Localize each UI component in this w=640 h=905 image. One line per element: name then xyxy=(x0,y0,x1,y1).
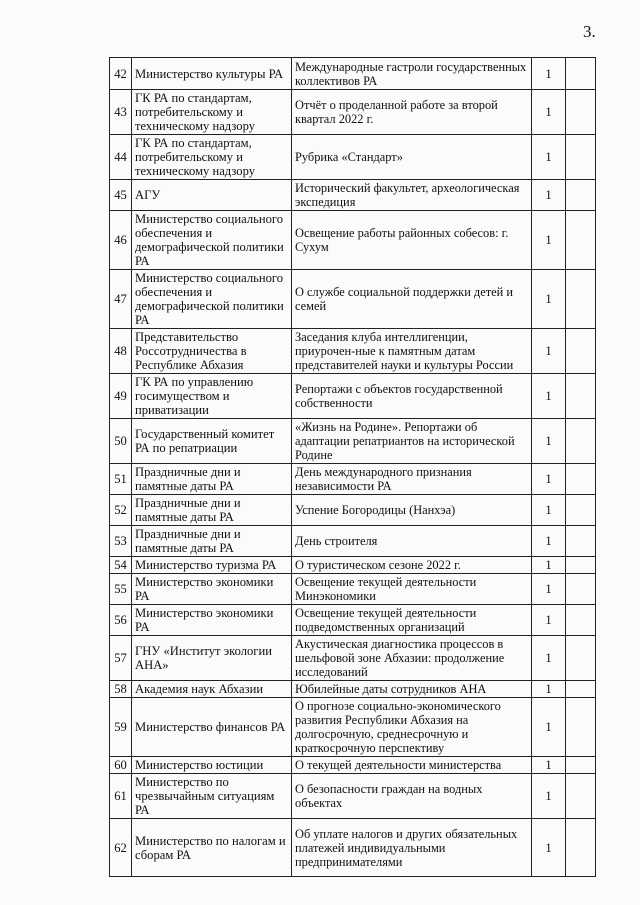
row-number-cell: 42 xyxy=(110,58,132,90)
quantity-cell: 1 xyxy=(532,557,566,574)
table-row xyxy=(110,270,596,329)
table-row xyxy=(110,329,596,374)
mark-cell xyxy=(566,135,596,180)
row-number-cell: 53 xyxy=(110,526,132,557)
table-row xyxy=(110,574,596,605)
row-number-cell: 47 xyxy=(110,270,132,329)
topic-cell: Заседания клуба интеллигенции, приурочен-ные к памятным датам представителей науки и культуры России xyxy=(292,329,532,374)
quantity-cell: 1 xyxy=(532,211,566,270)
row-number-cell: 61 xyxy=(110,774,132,819)
quantity-cell: 1 xyxy=(532,329,566,374)
mark-cell xyxy=(566,526,596,557)
quantity-cell: 1 xyxy=(532,58,566,90)
quantity-cell: 1 xyxy=(532,526,566,557)
table-row xyxy=(110,681,596,698)
topic-cell: О службе социальной поддержки детей и семей xyxy=(292,270,532,329)
organization-cell: ГК РА по стандартам, потребительскому и техническому надзору xyxy=(132,135,292,180)
row-number-cell: 59 xyxy=(110,698,132,757)
quantity-cell: 1 xyxy=(532,774,566,819)
row-number-cell: 45 xyxy=(110,180,132,211)
mark-cell xyxy=(566,636,596,681)
topic-cell: Юбилейные даты сотрудников АНА xyxy=(292,681,532,698)
quantity-cell: 1 xyxy=(532,574,566,605)
organization-cell: Академия наук Абхазии xyxy=(132,681,292,698)
row-number-cell: 50 xyxy=(110,419,132,464)
table-row xyxy=(110,557,596,574)
table-row xyxy=(110,464,596,495)
table-row xyxy=(110,90,596,135)
row-number-cell: 56 xyxy=(110,605,132,636)
topic-cell: О прогнозе социально-экономического развития Республики Абхазия на долгосрочную, среднесрочную и краткосрочную перспективу xyxy=(292,698,532,757)
topic-cell: Исторический факультет, археологическая экспедиция xyxy=(292,180,532,211)
topic-cell: Репортажи с объектов государственной собственности xyxy=(292,374,532,419)
quantity-cell: 1 xyxy=(532,605,566,636)
row-number-cell: 52 xyxy=(110,495,132,526)
mark-cell xyxy=(566,605,596,636)
table-row xyxy=(110,636,596,681)
organization-cell: Праздничные дни и памятные даты РА xyxy=(132,464,292,495)
table-row xyxy=(110,374,596,419)
mark-cell xyxy=(566,574,596,605)
mark-cell xyxy=(566,495,596,526)
mark-cell xyxy=(566,757,596,774)
quantity-cell: 1 xyxy=(532,698,566,757)
organization-cell: Министерство социального обеспечения и демографической политики РА xyxy=(132,270,292,329)
organization-cell: Министерство экономики РА xyxy=(132,574,292,605)
table-row xyxy=(110,135,596,180)
topic-cell: О безопасности граждан на водных объектах xyxy=(292,774,532,819)
mark-cell xyxy=(566,211,596,270)
mark-cell xyxy=(566,557,596,574)
quantity-cell: 1 xyxy=(532,757,566,774)
topic-cell: Международные гастроли государственных коллективов РА xyxy=(292,58,532,90)
quantity-cell: 1 xyxy=(532,681,566,698)
topic-cell: Отчёт о проделанной работе за второй квартал 2022 г. xyxy=(292,90,532,135)
topic-cell: Освещение текущей деятельности Минэкономики xyxy=(292,574,532,605)
quantity-cell: 1 xyxy=(532,135,566,180)
organization-cell: Праздничные дни и памятные даты РА xyxy=(132,495,292,526)
row-number-cell: 60 xyxy=(110,757,132,774)
organization-cell: Министерство финансов РА xyxy=(132,698,292,757)
organization-cell: АГУ xyxy=(132,180,292,211)
organization-cell: ГНУ «Институт экологии АНА» xyxy=(132,636,292,681)
organization-cell: ГК РА по стандартам, потребительскому и техническому надзору xyxy=(132,90,292,135)
table-row xyxy=(110,698,596,757)
organization-cell: Министерство культуры РА xyxy=(132,58,292,90)
table-row xyxy=(110,774,596,819)
row-number-cell: 57 xyxy=(110,636,132,681)
quantity-cell: 1 xyxy=(532,270,566,329)
table-row xyxy=(110,819,596,877)
topic-cell: Освещение текущей деятельности подведомственных организаций xyxy=(292,605,532,636)
mark-cell xyxy=(566,270,596,329)
row-number-cell: 44 xyxy=(110,135,132,180)
quantity-cell: 1 xyxy=(532,636,566,681)
topic-cell: Об уплате налогов и других обязательных платежей индивидуальными предпринимателями xyxy=(292,819,532,877)
table-row xyxy=(110,419,596,464)
quantity-cell: 1 xyxy=(532,180,566,211)
row-number-cell: 49 xyxy=(110,374,132,419)
table-row xyxy=(110,495,596,526)
topic-cell: О текущей деятельности министерства xyxy=(292,757,532,774)
topic-cell: Рубрика «Стандарт» xyxy=(292,135,532,180)
quantity-cell: 1 xyxy=(532,419,566,464)
mark-cell xyxy=(566,180,596,211)
organization-cell: Министерство экономики РА xyxy=(132,605,292,636)
row-number-cell: 43 xyxy=(110,90,132,135)
organization-cell: Праздничные дни и памятные даты РА xyxy=(132,526,292,557)
quantity-cell: 1 xyxy=(532,464,566,495)
mark-cell xyxy=(566,90,596,135)
row-number-cell: 51 xyxy=(110,464,132,495)
table-row xyxy=(110,757,596,774)
organization-cell: Министерство социального обеспечения и демографической политики РА xyxy=(132,211,292,270)
plan-table xyxy=(109,57,596,877)
mark-cell xyxy=(566,58,596,90)
organization-cell: Министерство по налогам и сборам РА xyxy=(132,819,292,877)
table-row xyxy=(110,180,596,211)
topic-cell: Успение Богородицы (Нанхэа) xyxy=(292,495,532,526)
table-row xyxy=(110,526,596,557)
mark-cell xyxy=(566,374,596,419)
table-row xyxy=(110,605,596,636)
organization-cell: Министерство по чрезвычайным ситуациям РА xyxy=(132,774,292,819)
organization-cell: ГК РА по управлению госимуществом и приватизации xyxy=(132,374,292,419)
quantity-cell: 1 xyxy=(532,90,566,135)
mark-cell xyxy=(566,464,596,495)
topic-cell: О туристическом сезоне 2022 г. xyxy=(292,557,532,574)
page-number: 3. xyxy=(583,22,596,41)
mark-cell xyxy=(566,819,596,877)
mark-cell xyxy=(566,681,596,698)
organization-cell: Министерство туризма РА xyxy=(132,557,292,574)
row-number-cell: 58 xyxy=(110,681,132,698)
topic-cell: День международного признания независимости РА xyxy=(292,464,532,495)
row-number-cell: 55 xyxy=(110,574,132,605)
mark-cell xyxy=(566,698,596,757)
mark-cell xyxy=(566,774,596,819)
organization-cell: Государственный комитет РА по репатриации xyxy=(132,419,292,464)
row-number-cell: 62 xyxy=(110,819,132,877)
topic-cell: Акустическая диагностика процессов в шельфовой зоне Абхазии: продолжение исследований xyxy=(292,636,532,681)
mark-cell xyxy=(566,329,596,374)
quantity-cell: 1 xyxy=(532,374,566,419)
organization-cell: Министерство юстиции xyxy=(132,757,292,774)
quantity-cell: 1 xyxy=(532,819,566,877)
quantity-cell: 1 xyxy=(532,495,566,526)
row-number-cell: 46 xyxy=(110,211,132,270)
mark-cell xyxy=(566,419,596,464)
topic-cell: «Жизнь на Родине». Репортажи об адаптации репатриантов на исторической Родине xyxy=(292,419,532,464)
table-row xyxy=(110,58,596,90)
table-row xyxy=(110,211,596,270)
topic-cell: День строителя xyxy=(292,526,532,557)
organization-cell: Представительство Россотрудничества в Республике Абхазия xyxy=(132,329,292,374)
row-number-cell: 54 xyxy=(110,557,132,574)
row-number-cell: 48 xyxy=(110,329,132,374)
topic-cell: Освещение работы районных собесов: г. Сухум xyxy=(292,211,532,270)
